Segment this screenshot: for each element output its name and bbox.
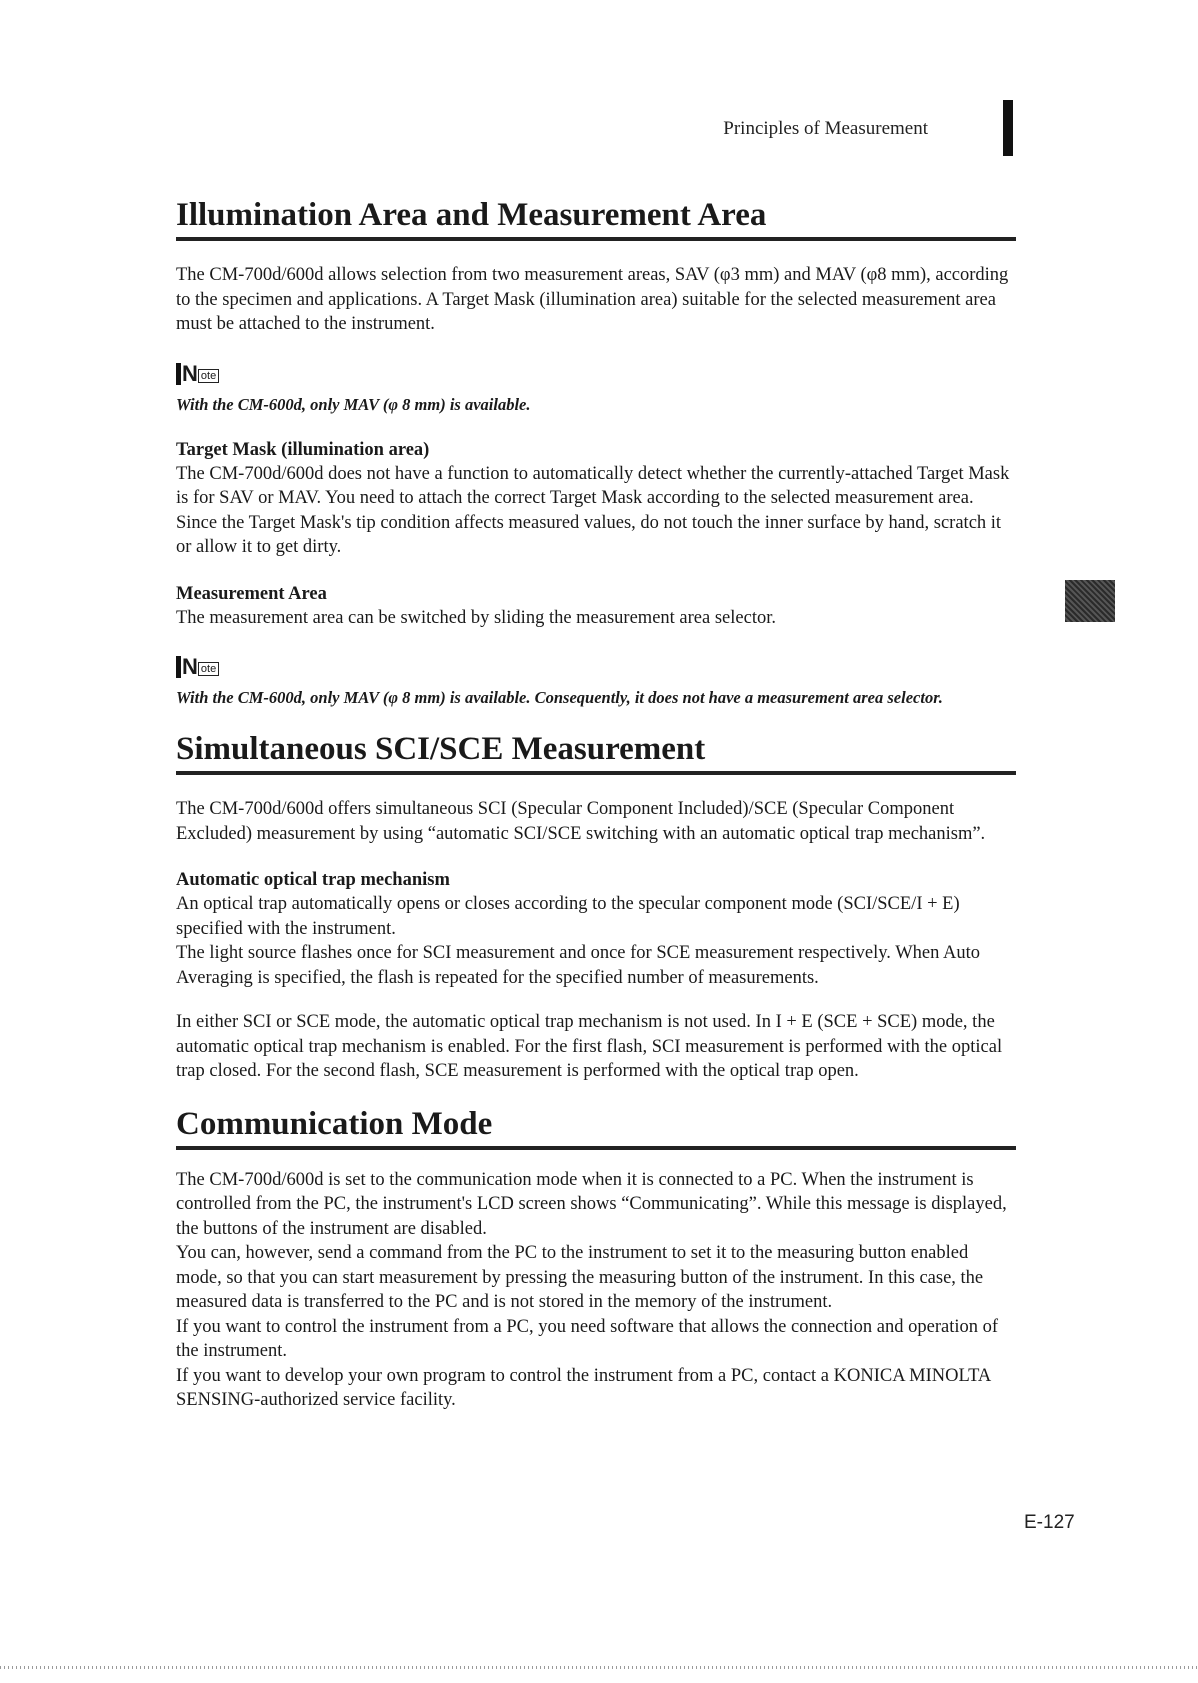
header-marker-bar <box>1003 100 1013 156</box>
optical-trap-paragraph-3: In either SCI or SCE mode, the automatic optical trap mechanism is not used. In I + E (SCE + SCE) mode, the automatic optical trap mechanism is enabled. For the first flash, SCI measurement is performed with the optical trap closed. For the second flash, SCE measurement is performed with the optical trap open. <box>176 1012 1003 1081</box>
communication-paragraph-2: You can, however, send a command from the PC to the instrument to set it to the measuring button enabled mode, so that you can start measurement by pressing the measuring button of the instrument. In this case, the measured data is transferred to the PC and is not stored in the memory of the instrument. <box>176 1243 984 1312</box>
target-mask-paragraph-2: Since the Target Mask's tip condition affects measured values, do not touch the inner surface by hand, scratch it or allow it to get dirty. <box>176 512 1002 557</box>
target-mask-paragraph-1: The CM-700d/600d does not have a function to automatically detect whether the currently-attached Target Mask is for SAV or MAV. You need to attach the correct Target Mask according to the selected measurement area. <box>176 463 1010 508</box>
section-title-sci-sce: Simultaneous SCI/SCE Measurement <box>176 729 1016 775</box>
note-icon: N ote <box>176 656 219 678</box>
sci-sce-intro: The CM-700d/600d offers simultaneous SCI (Specular Component Included)/SCE (Specular Component Excluded) measurement by using “automatic SCI/SCE switching with an automatic optical trap mechanism”. <box>176 799 986 844</box>
chapter-side-tab <box>1065 580 1115 622</box>
measurement-area-paragraph: The measurement area can be switched by sliding the measurement area selector. <box>176 607 776 628</box>
measurement-area-heading: Measurement Area <box>176 583 327 604</box>
section-title-illumination: Illumination Area and Measurement Area <box>176 195 1016 241</box>
communication-paragraph-1: The CM-700d/600d is set to the communication mode when it is connected to a PC. When the instrument is controlled from the PC, the instrument's LCD screen shows “Communicating”. While this message is displayed, the buttons of the instrument are disabled. <box>176 1169 1007 1239</box>
target-mask-heading: Target Mask (illumination area) <box>176 439 430 460</box>
communication-paragraph-4: If you want to develop your own program to control the instrument from a PC, contact a KONICA MINOLTA SENSING-authorized service facility. <box>176 1365 991 1410</box>
section-title-communication: Communication Mode <box>176 1104 1016 1150</box>
running-header: Principles of Measurement <box>723 118 928 139</box>
illumination-intro: The CM-700d/600d allows selection from two measurement areas, SAV (φ3 mm) and MAV (φ8 mm), according to the specimen and applications. A Target Mask (illumination area) suitable for the selected measurement area must be attached to the instrument. <box>176 265 1009 334</box>
note-icon: N ote <box>176 363 219 385</box>
note-cm600d-no-selector: With the CM-600d, only MAV (φ 8 mm) is available. Consequently, it does not have a measurement area selector. <box>176 688 943 707</box>
optical-trap-paragraph-1: An optical trap automatically opens or closes according to the specular component mode (SCI/SCE/I + E) specified with the instrument. <box>176 894 960 939</box>
communication-paragraph-3: If you want to control the instrument from a PC, you need software that allows the connection and operation of the instrument. <box>176 1316 999 1361</box>
scan-edge-artifact <box>0 1666 1198 1669</box>
page-number: E-127 <box>1024 1512 1075 1533</box>
note-cm600d-mav: With the CM-600d, only MAV (φ 8 mm) is available. <box>176 394 531 414</box>
optical-trap-heading: Automatic optical trap mechanism <box>176 870 450 890</box>
page-content <box>176 195 1016 1413</box>
optical-trap-paragraph-2: The light source flashes once for SCI measurement and once for SCE measurement respectively. When Auto Averaging is specified, the flash is repeated for the specified number of measurements. <box>176 943 980 988</box>
